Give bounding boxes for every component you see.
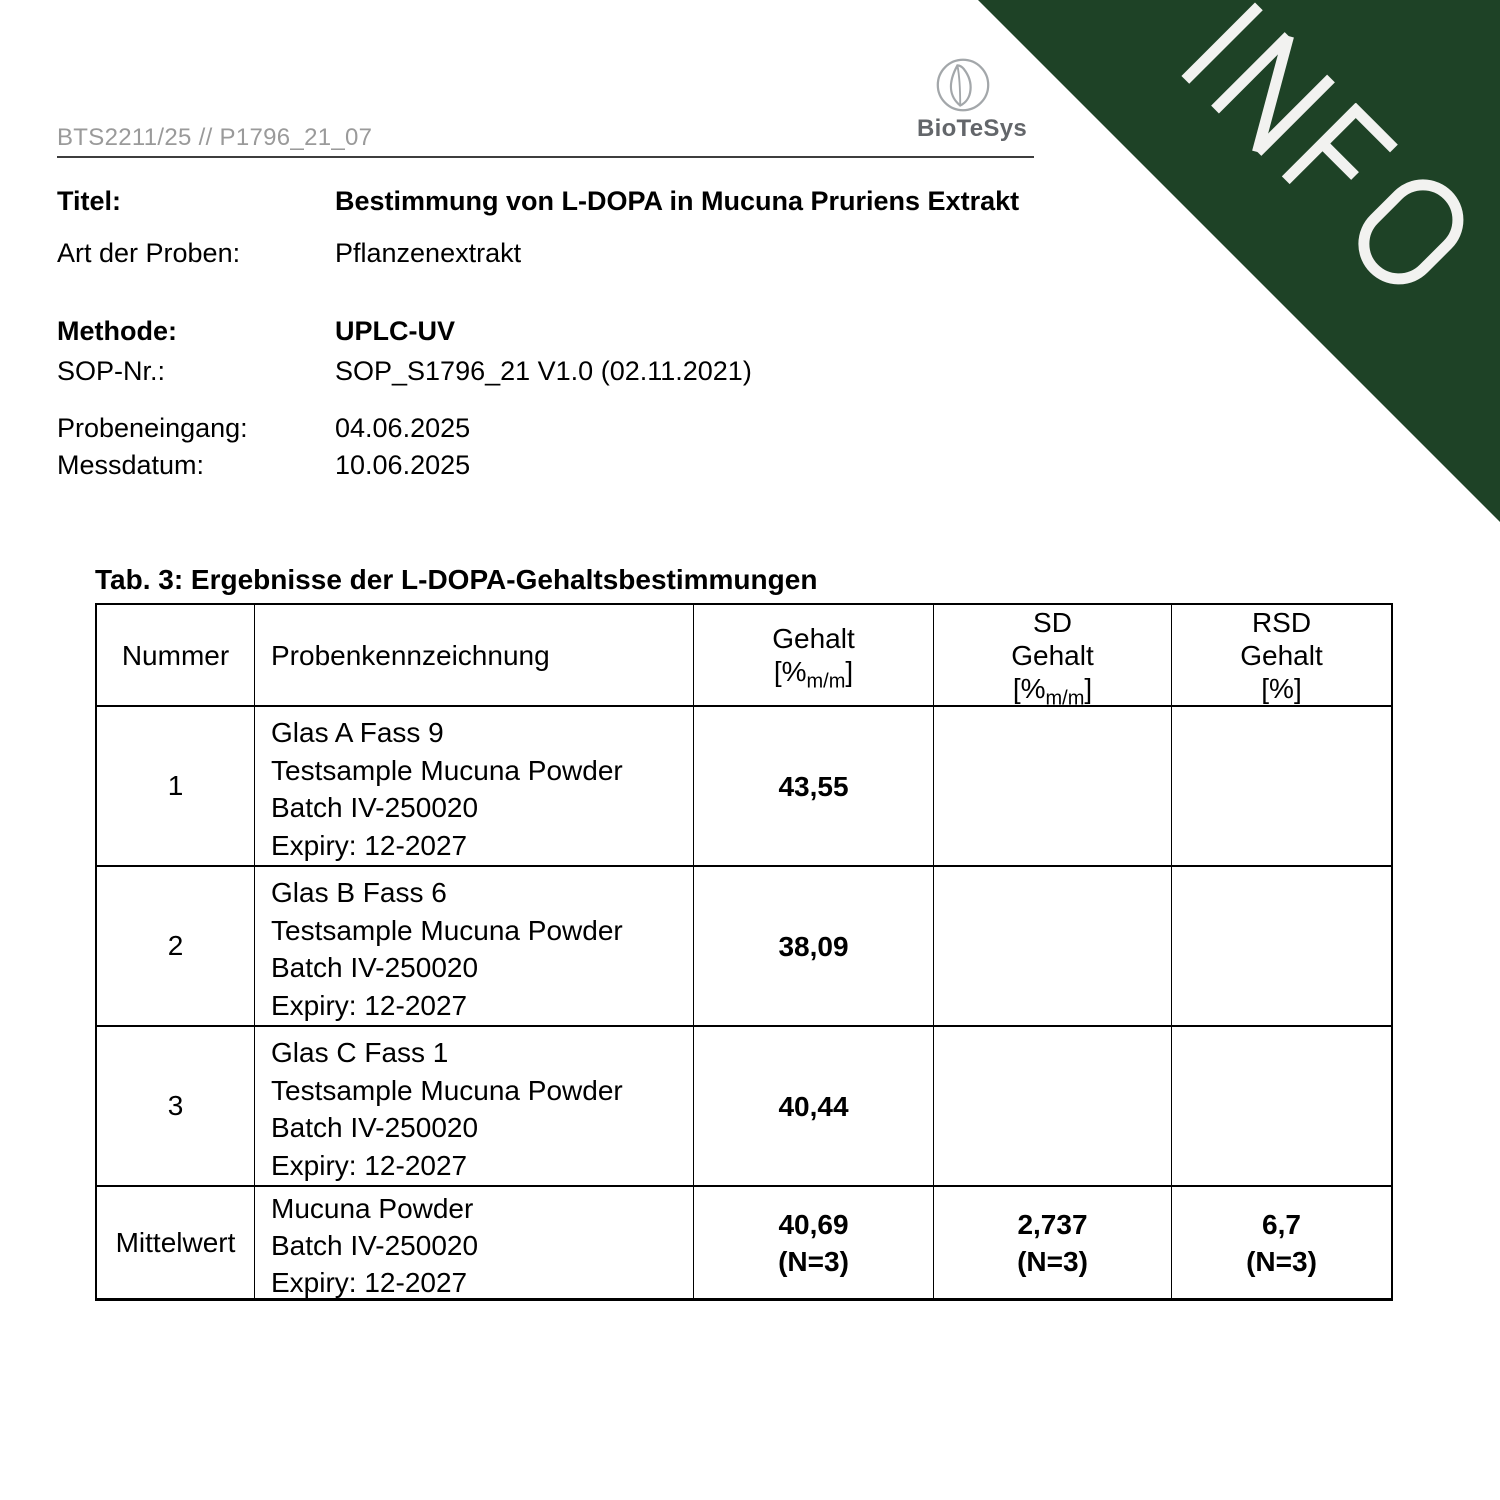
field-titel <box>57 186 1019 216</box>
field-label: SOP-Nr.: <box>57 356 166 386</box>
cell-gehalt: 38,09 <box>694 867 934 1027</box>
field-probeneingang <box>57 413 470 443</box>
cell-sd <box>934 867 1172 1027</box>
col-header-text: Nummer <box>121 639 230 671</box>
probe-line: Testsample Mucuna Powder <box>271 914 623 946</box>
field-label: Art der Proben: <box>57 238 241 268</box>
field-value: Pflanzenextrakt <box>335 238 522 268</box>
field-messdatum <box>57 450 470 480</box>
cell-nummer: 3 <box>97 1027 255 1187</box>
probe-line: Glas B Fass 6 <box>271 877 447 908</box>
col-header-text: RSD <box>1251 606 1312 638</box>
results-table <box>95 603 1393 1301</box>
leaf-icon <box>935 56 991 114</box>
col-header-text: SD <box>1033 606 1072 638</box>
field-label: Messdatum: <box>57 450 205 480</box>
col-header-text: Gehalt <box>772 623 855 654</box>
field-label: Methode: <box>57 316 177 346</box>
probe-line: Testsample Mucuna Powder <box>271 754 623 786</box>
probe-line: Batch IV-250020 <box>271 792 479 823</box>
cell-rsd <box>1172 867 1391 1027</box>
cell-probenkennzeichnung <box>255 707 694 867</box>
col-header-text: Gehalt <box>1011 639 1094 671</box>
cell-nummer: 2 <box>97 867 255 1027</box>
table-title: Tab. 3: Ergebnisse der L-DOPA-Gehaltsbestimmungen <box>95 564 818 595</box>
col-header-text: Gehalt <box>1240 639 1323 671</box>
field-value: SOP_S1796_21 V1.0 (02.11.2021) <box>335 356 752 386</box>
cell-probenkennzeichnung <box>255 867 694 1027</box>
field-sop-nr <box>57 356 752 386</box>
field-value: UPLC-UV <box>335 316 455 346</box>
col-header-sd-gehalt <box>934 605 1172 710</box>
col-header-gehalt <box>694 605 934 707</box>
field-value: Bestimmung von L-DOPA in Mucuna Pruriens Extrakt <box>335 186 1020 216</box>
logo <box>917 56 1027 143</box>
cell-mittelwert-label: Mittelwert <box>97 1187 255 1298</box>
probe-line: Expiry: 12-2027 <box>271 1149 468 1181</box>
field-label: Probeneingang: <box>57 413 248 443</box>
probe-line: Batch IV-250020 <box>271 1230 479 1261</box>
probe-line: Expiry: 12-2027 <box>271 989 468 1021</box>
cell-rsd <box>1172 707 1391 867</box>
probe-line: Glas C Fass 1 <box>271 1037 449 1068</box>
probe-line: Expiry: 12-2027 <box>271 1267 468 1298</box>
cell-probenkennzeichnung <box>255 1187 694 1298</box>
col-header-text: Probenkennzeichnung <box>271 639 550 671</box>
field-methode <box>57 316 455 346</box>
probe-line: Glas A Fass 9 <box>271 717 444 748</box>
probe-line: Batch IV-250020 <box>271 1112 479 1143</box>
brand-name: BioTeSys <box>917 115 1027 142</box>
col-header-nummer <box>97 605 255 707</box>
cell-rsd-mean: 6,7 (N=3) <box>1246 1208 1317 1277</box>
document-ref: BTS2211/25 // P1796_21_07 <box>57 124 373 151</box>
field-value: 04.06.2025 <box>335 413 471 443</box>
cell-gehalt-mean: 40,69 (N=3) <box>694 1187 934 1298</box>
probe-line: Testsample Mucuna Powder <box>271 1074 623 1106</box>
cell-gehalt: 43,55 <box>694 707 934 867</box>
cell-rsd <box>1172 1027 1391 1187</box>
probe-line: Mucuna Powder <box>271 1193 474 1224</box>
col-header-probenkennzeichnung <box>255 605 694 707</box>
probe-line: Batch IV-250020 <box>271 952 479 983</box>
cell-sd <box>934 1027 1172 1187</box>
cell-sd <box>934 707 1172 867</box>
probe-line: Expiry: 12-2027 <box>271 829 468 861</box>
field-label: Titel: <box>57 186 122 216</box>
cell-nummer: 1 <box>97 707 255 867</box>
col-header-unit: $[\%_{m/m}]$ <box>1012 672 1093 710</box>
field-value: 10.06.2025 <box>335 450 471 480</box>
cell-gehalt: 40,44 <box>694 1027 934 1187</box>
cell-sd-mean: 2,737 (N=3) <box>934 1187 1172 1298</box>
col-header-rsd-gehalt <box>1172 605 1391 707</box>
field-art-der-proben <box>57 238 521 268</box>
cell-probenkennzeichnung <box>255 1027 694 1187</box>
col-header-unit: [%] <box>1261 672 1302 704</box>
col-header-unit: $[\%_{m/m}]$ <box>773 656 854 693</box>
header-divider <box>57 156 1034 158</box>
